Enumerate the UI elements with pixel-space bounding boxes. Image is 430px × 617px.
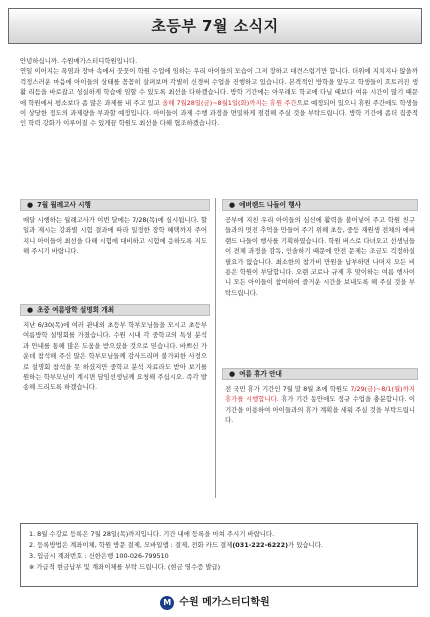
section-event-body: 공부에 지친 우리 아이들의 심신에 활력을 불어넣어 주고 학원 친구들과의 멋진 추억을 만들어 주기 위해 초등, 중등 재원생 전체의 에버랜드 나들이 행사를 기획하였습니다. 학원 버스로 다녀오고 선생님들이 전체 과정을 감독, 인솔하기 때문에 안전 문제는 조금도 걱정하실 필요가 없습니다. 최소한의 참가비 만원을 납부하면 나머지 모든 비용은 학원이 부담합니다. 오랜 코로나 규제 후 맞이하는 여름 행사이니 모든 아이들이 참여하여 즐거운 시간을 보내도록 해 주실 것을 부탁드립니다. xyxy=(225,216,415,297)
academy-name: 수원 메가스터디학원 xyxy=(179,596,270,608)
bullet-icon: ● xyxy=(229,200,236,209)
section-briefing-title: 초중 여름방학 설명회 개최 xyxy=(37,305,115,314)
footer-logo xyxy=(0,594,430,612)
section-holiday xyxy=(222,368,418,426)
section-briefing xyxy=(20,304,210,393)
title-banner xyxy=(8,8,422,44)
notice-line-4: ※ 가급적 현금납부 및 계좌이체를 부탁 드립니다. (현금 영수증 발급) xyxy=(29,562,221,571)
section-exam-body: 매달 시행하는 월례고사가 이번 달에는 7/28(목)에 실시됩니다. 할 일과 제시는 강좌별 시험 결과에 따라 일정한 장학 혜택까지 주어지니 아이들이 최선을 다해 시험에 대비하고 시험에 응하도록 지도해 주시기 바랍니다. xyxy=(23,216,207,256)
section-exam xyxy=(20,199,210,257)
section-exam-title: 7월 월례고사 시행 xyxy=(37,200,91,209)
bullet-icon: ● xyxy=(27,305,34,314)
holiday-text-b: 휴가 기간 동안에도 정규 수업을 충분합니다. 이 기간을 이용하여 아이들과의 휴가 계획을 세워 주실 것을 부탁드립니다. xyxy=(225,395,415,425)
notice-phone: (031-222-6222) xyxy=(232,540,288,549)
academy-logo-icon: M xyxy=(160,596,174,610)
notice-line-3: 3. 입금시 계좌번호 : 신한은행 100-026-799510 xyxy=(29,551,169,560)
notice-line-2-text: 2. 등록방법은 계좌이체, 학원 방문 결제, 모바일앱 : 결제, 전화 카드 결제 xyxy=(29,540,233,549)
intro-paragraph-part-b: 으로 예정되어 있으니 휴원 주간에도 학생들이 상당한 정도의 과제량을 부과할 예정입니다. 아이들이 과제 수행 과정을 면밀하게 점검해 주실 것을 부탁드립니다. 방학 기간에 좀더 집중적인 학력 강화가 이루어질 수 있게끔 학원도 최선을 다해 협조하겠습니다. xyxy=(20,98,419,128)
column-divider xyxy=(215,198,216,498)
section-event-header xyxy=(222,199,418,211)
notice-line-2-end: 가 있습니다. xyxy=(288,540,323,549)
section-holiday-header xyxy=(222,368,418,380)
section-event-title: 에버랜드 나들이 행사 xyxy=(239,200,302,209)
section-exam-header xyxy=(20,199,210,211)
section-holiday-body xyxy=(222,384,418,426)
section-holiday-title: 여름 휴가 안내 xyxy=(239,369,282,378)
notice-line-2 xyxy=(29,540,409,551)
intro-paragraph xyxy=(20,66,418,128)
page-title: 초등부 7월 소식지 xyxy=(151,16,279,35)
bullet-icon: ● xyxy=(229,369,236,378)
holiday-text-a: 전 국민 휴가 기간인 7월 말 8월 초에 학원도 xyxy=(225,385,351,393)
intro-paragraph-part-a: 연일 이어지는 폭염과 장마 속에서 꿋꿋이 학원 수업에 임하는 우리 아이들의 모습이 그저 장하고 대견스럽기만 합니다. 더위에 지치지나 않을까 걱정스러운 마음에 아이들의 상태를 꼼꼼히 살펴보며 각별히 신경써 수업을 진행하고 있습니다. 본격적인 방학을 앞두고 학생들이 흐트러진 생활 리듬을 바로잡고 성실하게 학습에 임할 수 있도록 최선을 다하겠습니다. 방학 기간에는 아무래도 학교에 다닐 때보다 여유 시간이 많기 때문에 학원에서 평소보다 좀 많은 과제를 내 주고 있고 xyxy=(20,67,418,107)
intro-text xyxy=(20,56,418,129)
section-briefing-body: 지난 6/30(목)에 여러 관내외 초등부 학부모님들을 모시고 초등부 여름방학 설명회를 가졌습니다. 수원 시내 각 중학교의 특성 분석과 안내를 통해 많은 도움을 받으셨을 것으로 믿습니다. 바쁘신 가운데 참석해 주신 많은 학부모님들께 감사드리며 불가피한 사정으로 설명회 참석을 못 하셨지만 중학교 분석 자료라도 받아 보기를 원하는 학부모님이 계시면 담임선생님께 요청해 주십시오. 즉각 발송해 드리도록 하겠습니다. xyxy=(23,321,207,392)
section-event xyxy=(222,199,418,298)
bullet-icon: ● xyxy=(27,200,34,209)
payment-notice-box xyxy=(20,523,418,587)
intro-greeting: 안녕하십니까. 수원메가스터디학원입니다. xyxy=(20,57,138,65)
holiday-highlight: 7/29(금)~8/1(월)까지 휴가를 시행합니다. xyxy=(225,385,415,404)
section-briefing-header xyxy=(20,304,210,316)
intro-highlight: 올해 7월28일(금)~8월1일(화)까지는 휴원 주간 xyxy=(162,98,297,107)
notice-line-1: 1. 8월 수강료 등록은 7월 28일(목)까지입니다. 기간 내에 등록을 마쳐 주시기 바랍니다. xyxy=(29,530,275,538)
